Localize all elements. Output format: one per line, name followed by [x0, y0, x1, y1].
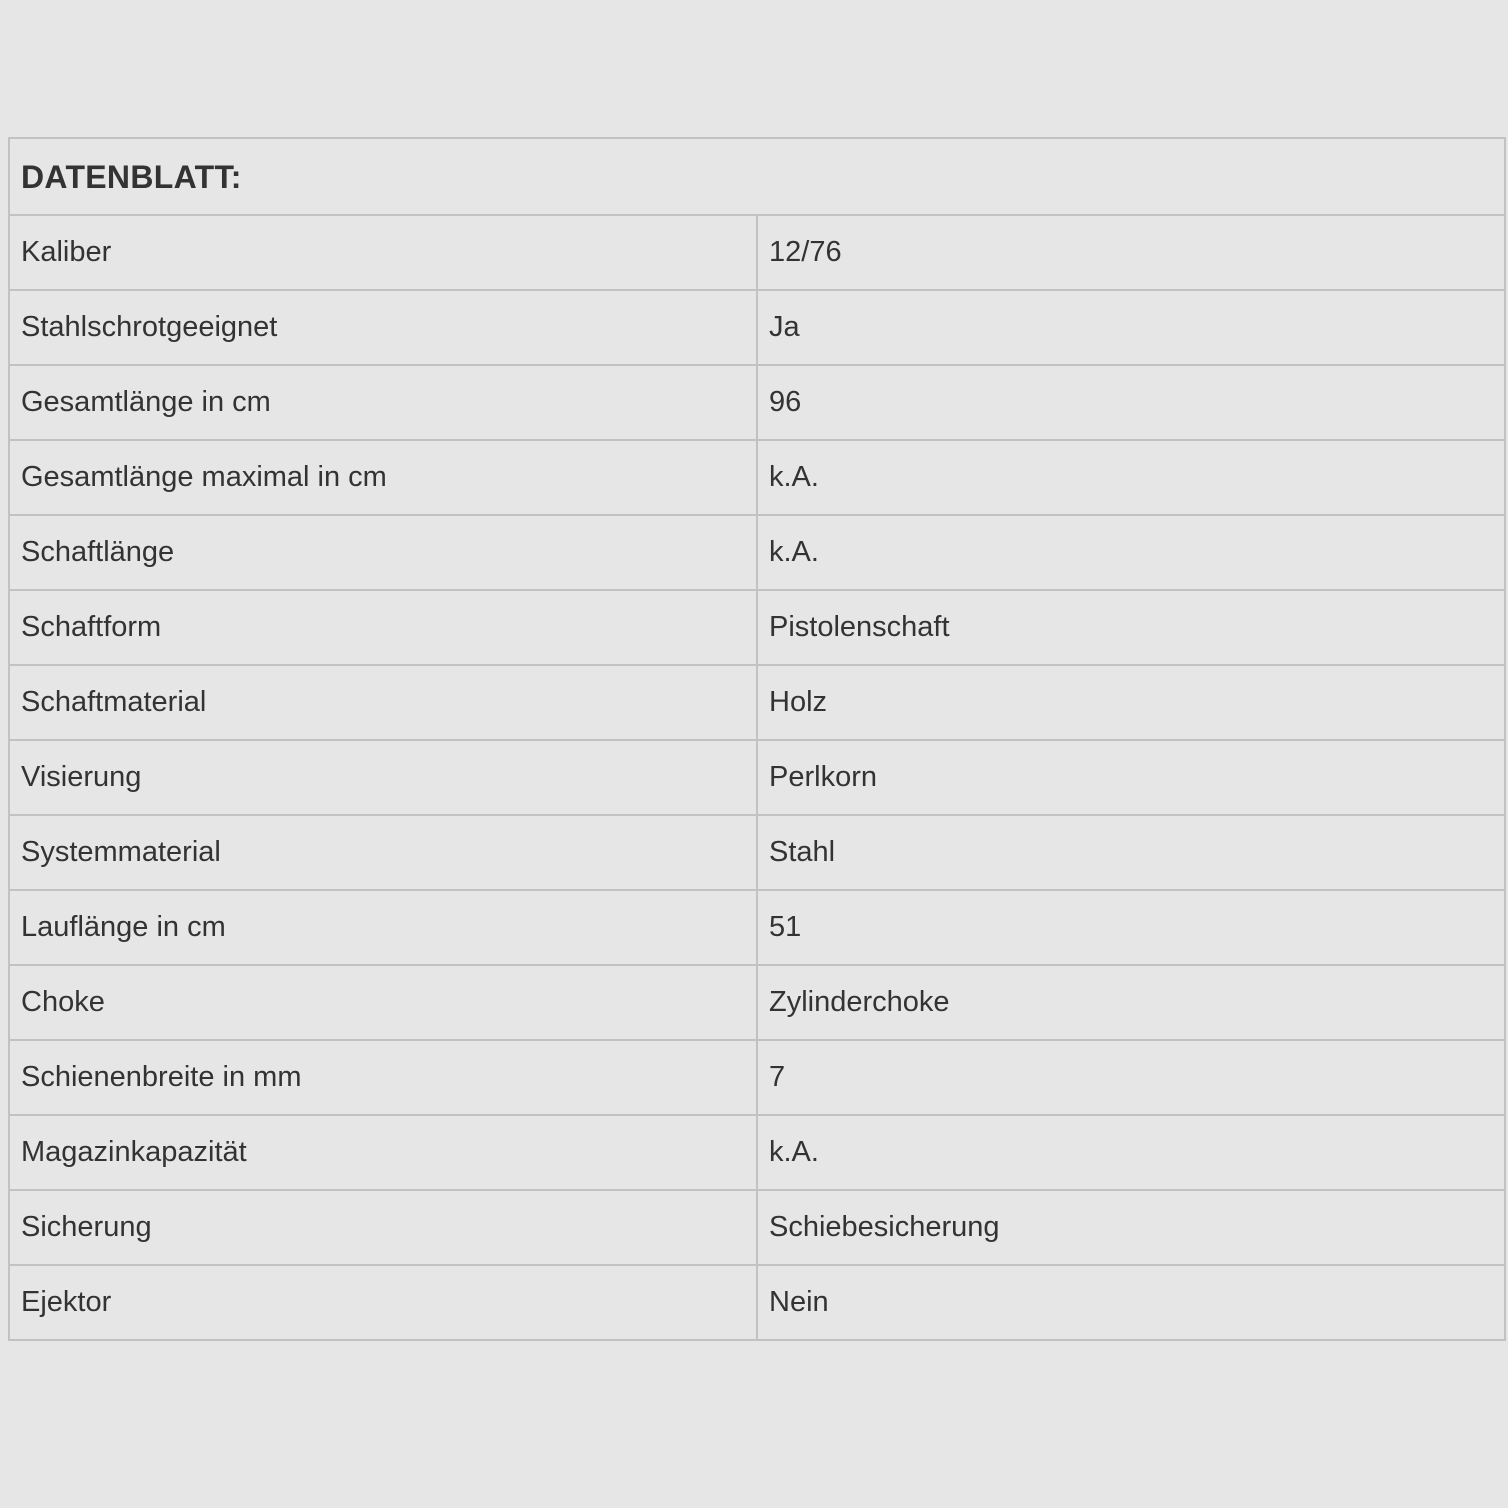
row-value: k.A. [757, 1115, 1505, 1190]
row-label: Gesamtlänge maximal in cm [9, 440, 757, 515]
row-value: Schiebesicherung [757, 1190, 1505, 1265]
row-value: Perlkorn [757, 740, 1505, 815]
row-label: Schaftform [9, 590, 757, 665]
table-row [9, 440, 1505, 515]
table-row [9, 590, 1505, 665]
row-value: 51 [757, 890, 1505, 965]
row-label: Magazinkapazität [9, 1115, 757, 1190]
table-row [9, 890, 1505, 965]
table-row [9, 365, 1505, 440]
table-row [9, 965, 1505, 1040]
row-value: 12/76 [757, 215, 1505, 290]
table-row [9, 290, 1505, 365]
table-row [9, 665, 1505, 740]
row-label: Schaftmaterial [9, 665, 757, 740]
datasheet-table [8, 137, 1506, 1341]
row-value: 7 [757, 1040, 1505, 1115]
datasheet-title: DATENBLATT: [9, 138, 1505, 215]
row-label: Visierung [9, 740, 757, 815]
table-row [9, 815, 1505, 890]
row-value: k.A. [757, 440, 1505, 515]
row-label: Sicherung [9, 1190, 757, 1265]
row-value: 96 [757, 365, 1505, 440]
table-row [9, 740, 1505, 815]
table-row [9, 1040, 1505, 1115]
table-row [9, 1265, 1505, 1340]
table-row [9, 215, 1505, 290]
table-row [9, 1115, 1505, 1190]
row-label: Stahlschrotgeeignet [9, 290, 757, 365]
row-label: Systemmaterial [9, 815, 757, 890]
row-value: Pistolenschaft [757, 590, 1505, 665]
row-value: Zylinderchoke [757, 965, 1505, 1040]
row-label: Schienenbreite in mm [9, 1040, 757, 1115]
table-row [9, 515, 1505, 590]
row-value: Holz [757, 665, 1505, 740]
row-label: Kaliber [9, 215, 757, 290]
datasheet-header-row [9, 138, 1505, 215]
row-value: Nein [757, 1265, 1505, 1340]
row-label: Ejektor [9, 1265, 757, 1340]
row-value: Ja [757, 290, 1505, 365]
row-value: Stahl [757, 815, 1505, 890]
table-row [9, 1190, 1505, 1265]
row-label: Gesamtlänge in cm [9, 365, 757, 440]
row-label: Choke [9, 965, 757, 1040]
row-label: Schaftlänge [9, 515, 757, 590]
row-value: k.A. [757, 515, 1505, 590]
row-label: Lauflänge in cm [9, 890, 757, 965]
